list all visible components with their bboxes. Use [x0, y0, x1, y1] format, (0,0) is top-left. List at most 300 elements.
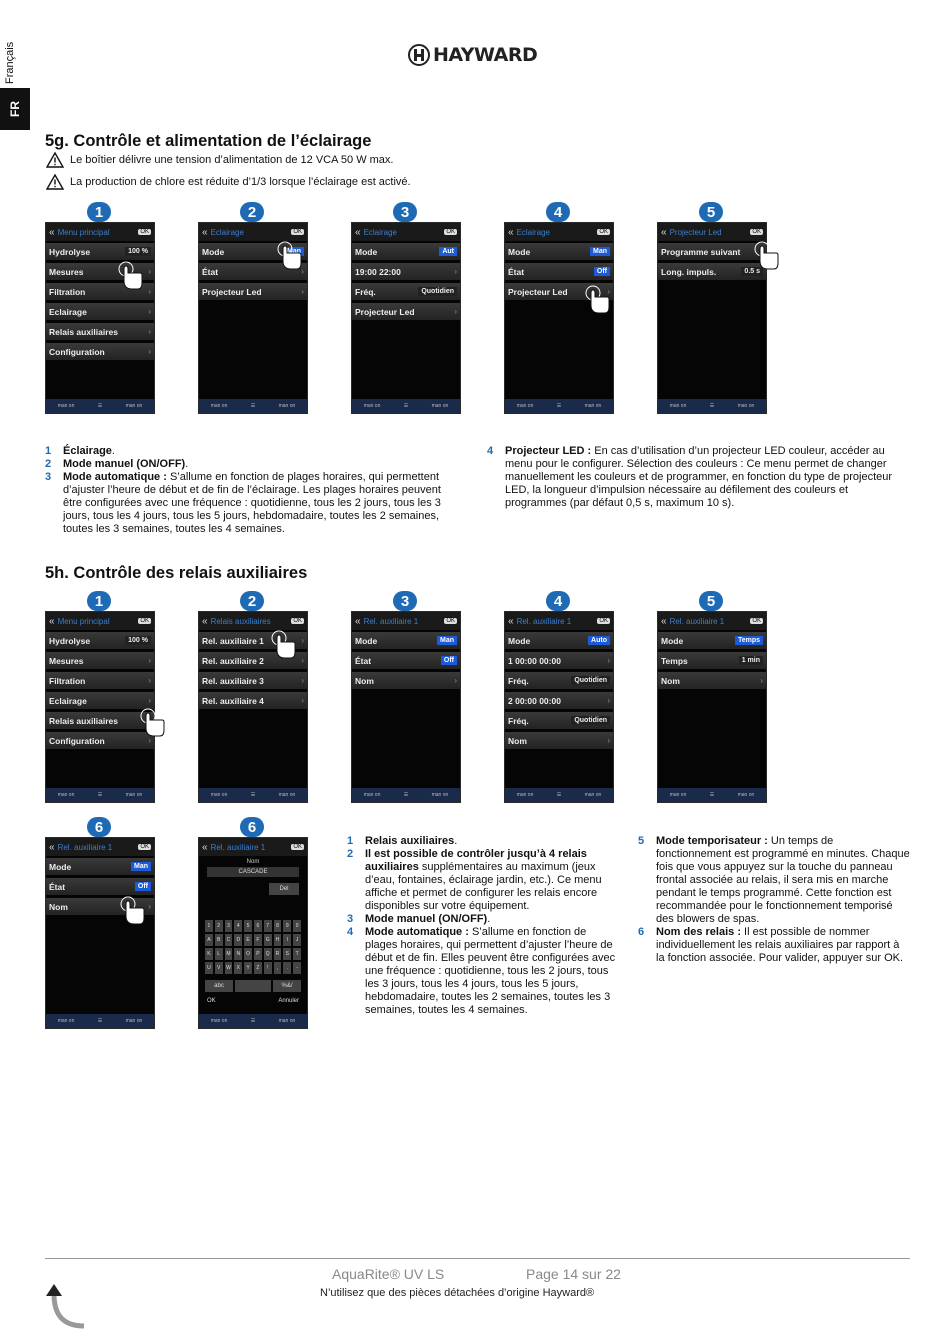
list-item — [347, 926, 619, 1017]
touch-hand-icon — [140, 708, 166, 738]
menu-row-value: Man — [284, 247, 304, 256]
touch-hand-icon — [120, 896, 146, 926]
chevron-right-icon: › — [607, 736, 610, 745]
list-item-number: 5 — [638, 835, 645, 847]
keyboard-key[interactable]: 4 — [234, 920, 242, 932]
list-item-description: S’allume en fonction de plages horaires, qui permettent d’ajuster l’heure de début et de fin de l’éclairage. Les plages horaires peuvent être configurées avec une fréquence : quotidienne, tous les 2 jours, tous les 3 jours, tous les 4 jours, tous les 5 jours, hebdomadaire, toutes les 2 semaines, toutes les 3 semaines, toutes les 4 semaines. — [63, 471, 441, 535]
step-badge: 1 — [87, 591, 111, 611]
menu-row-label: Hydrolyse — [49, 635, 91, 646]
list-item — [638, 835, 910, 926]
menu-row[interactable] — [505, 632, 613, 649]
keyboard-key[interactable]: A — [205, 934, 213, 946]
screen-footer-bar — [46, 788, 154, 802]
ok-button[interactable]: OK — [140, 618, 149, 624]
menu-list-icon[interactable]: ☰ — [403, 403, 409, 409]
step-badge: 6 — [87, 817, 111, 837]
keyboard-key[interactable]: H — [274, 934, 282, 946]
menu-row-label: Fréq. — [355, 286, 376, 297]
footer-toggle[interactable]: man on — [669, 403, 687, 409]
list-item — [45, 445, 455, 458]
menu-row[interactable] — [199, 672, 307, 689]
keyboard-key[interactable]: 1 — [205, 920, 213, 932]
back-icon[interactable]: « — [202, 841, 208, 853]
back-icon[interactable]: « — [49, 226, 55, 238]
step-badge: 3 — [393, 202, 417, 222]
chevron-right-icon: › — [301, 676, 304, 685]
menu-row-label: Fréq. — [508, 675, 529, 686]
footer-toggle[interactable]: man on — [57, 1018, 75, 1024]
footer-toggle[interactable]: man on — [584, 792, 602, 798]
back-icon[interactable]: « — [355, 615, 361, 627]
screen-footer-bar — [658, 399, 766, 413]
keyboard-field[interactable]: CASCADE — [207, 867, 299, 877]
list-item — [638, 926, 910, 965]
footer-toggle[interactable]: man on — [431, 403, 449, 409]
keyboard-key[interactable]: W — [225, 962, 233, 974]
menu-list-icon[interactable]: ☰ — [709, 403, 715, 409]
touch-hand-icon — [754, 241, 780, 271]
list-item-number: 2 — [45, 458, 52, 470]
screen-header — [46, 612, 154, 630]
footer-toggle[interactable]: man on — [125, 1018, 143, 1024]
keyboard-key[interactable]: C — [225, 934, 233, 946]
menu-row[interactable] — [46, 878, 154, 895]
list-item-number: 4 — [487, 445, 494, 457]
menu-row-label: Eclairage — [49, 695, 87, 706]
footer-toggle[interactable]: man on — [210, 1018, 228, 1024]
chevron-right-icon: › — [301, 636, 304, 645]
screen-header-title: Projecteur Led — [669, 227, 722, 237]
menu-row-value: 100 % — [125, 247, 151, 256]
menu-row[interactable] — [505, 692, 613, 709]
menu-row[interactable] — [46, 323, 154, 340]
footer-toggle[interactable]: man on — [363, 403, 381, 409]
chevron-right-icon: › — [148, 347, 151, 356]
brand-name: HAYWARD — [433, 44, 538, 66]
footer-toggle[interactable]: man on — [210, 403, 228, 409]
keyboard-key[interactable]: 7 — [264, 920, 272, 932]
footer-toggle[interactable]: man on — [278, 1018, 296, 1024]
screen-footer-bar — [199, 1014, 307, 1028]
screen-header — [46, 838, 154, 856]
device-screen — [657, 611, 767, 803]
menu-list-icon[interactable]: ☰ — [250, 403, 256, 409]
back-icon[interactable]: « — [49, 615, 55, 627]
list-item-description: Un temps de fonctionnement est programmé en minutes. Chaque fois que vous appuyez sur la touche du panneau frontal associée au relais, il sera mis en marche pendant le temps programmé. Cette fonction est recommandée pour le fonctionnement temporisé des blowers de spas. — [656, 835, 910, 925]
footer-toggle[interactable]: man on — [363, 792, 381, 798]
menu-row-label: Long. impuls. — [661, 266, 717, 277]
menu-row-value: Aut — [439, 247, 457, 256]
menu-row[interactable] — [658, 652, 766, 669]
menu-row-label: Configuration — [49, 346, 105, 357]
list-item-text — [365, 848, 619, 913]
menu-row-label: 2 00:00 00:00 — [508, 695, 561, 706]
footer-toggle[interactable]: man on — [737, 403, 755, 409]
keyboard-key[interactable]: P — [254, 948, 262, 960]
menu-row-value: Off — [594, 267, 610, 276]
keyboard-key[interactable]: O — [244, 948, 252, 960]
footer-toggle[interactable]: man on — [737, 792, 755, 798]
menu-row[interactable] — [46, 243, 154, 260]
touch-hand-icon — [277, 241, 303, 271]
device-screen — [504, 611, 614, 803]
keyboard-key[interactable]: J — [293, 934, 301, 946]
footer-toggle[interactable]: man on — [278, 792, 296, 798]
footer-toggle[interactable]: man on — [431, 792, 449, 798]
menu-row-label: Mode — [508, 246, 531, 257]
menu-list-icon[interactable]: ☰ — [709, 792, 715, 798]
list-item-description: . — [454, 835, 458, 847]
warning-icon — [46, 174, 64, 190]
ok-button[interactable]: OK — [752, 229, 761, 235]
chevron-right-icon: › — [148, 307, 151, 316]
menu-row-value: Quotidien — [571, 676, 610, 685]
screen-header-title: Relais auxiliaires — [210, 616, 271, 626]
ok-button[interactable]: OK — [293, 618, 302, 624]
section-title-5h: 5h. Contrôle des relais auxiliaires — [45, 564, 308, 582]
list-item-text — [656, 835, 910, 926]
menu-row[interactable] — [46, 858, 154, 875]
screen-header-title: Rel. auxiliaire 1 — [363, 616, 419, 626]
menu-row-label: Nom — [508, 735, 527, 746]
menu-row[interactable] — [505, 712, 613, 729]
menu-row[interactable] — [505, 263, 613, 280]
keyboard-key[interactable]: 8 — [274, 920, 282, 932]
menu-list-icon[interactable]: ☰ — [556, 403, 562, 409]
menu-row-label: Fréq. — [508, 715, 529, 726]
footer-toggle[interactable]: man on — [125, 792, 143, 798]
menu-row-label: État — [355, 655, 372, 666]
menu-row-label: Relais auxiliaires — [49, 715, 118, 726]
list-item-number: 3 — [347, 913, 354, 925]
list-item-number: 4 — [347, 926, 354, 938]
menu-row-label: Hydrolyse — [49, 246, 91, 257]
device-screen — [45, 837, 155, 1029]
menu-row[interactable] — [46, 712, 154, 729]
menu-row[interactable] — [46, 343, 154, 360]
step-badge: 4 — [546, 591, 570, 611]
menu-row[interactable] — [352, 632, 460, 649]
chevron-right-icon: › — [607, 696, 610, 705]
chevron-right-icon: › — [607, 287, 610, 296]
keyboard-key[interactable]: R — [274, 948, 282, 960]
list-item-heading: Mode manuel (ON/OFF) — [365, 913, 488, 925]
list-item-heading: Éclairage — [63, 445, 112, 457]
menu-row[interactable] — [658, 263, 766, 280]
keyboard-key[interactable]: D — [234, 934, 242, 946]
list-item-heading: Relais auxiliaires — [365, 835, 455, 847]
menu-row[interactable] — [46, 632, 154, 649]
keyboard-key[interactable]: F — [254, 934, 262, 946]
menu-list-icon[interactable]: ☰ — [97, 792, 103, 798]
keyboard-key[interactable]: X — [234, 962, 242, 974]
keyboard-cancel-button[interactable]: Annuler — [278, 998, 299, 1004]
menu-row[interactable] — [658, 632, 766, 649]
section-5h-list-col1 — [347, 835, 619, 1017]
keyboard-symbol-key[interactable]: %&/ — [273, 980, 301, 992]
menu-row[interactable] — [352, 652, 460, 669]
footer-page-number: Page 14 sur 22 — [526, 1266, 621, 1282]
list-item-description: S’allume en fonction de plages horaires, qui permettent d’ajuster l’heure de début et de fin. Elles peuvent être configurées avec une fréquence : quotidienne, tous les 2 jours, tous les 3 jours, tous les 4 jours, tous les 5 jours, hebdomadaire, toutes les 2 semaines, toutes les 3 semaines, toutes les 4 semaines. — [365, 926, 616, 1016]
menu-list-icon[interactable]: ☰ — [250, 1018, 256, 1024]
keyboard-key[interactable]: U — [205, 962, 213, 974]
chevron-right-icon: › — [301, 656, 304, 665]
chevron-right-icon: › — [454, 267, 457, 276]
menu-row-label: État — [202, 266, 219, 277]
keyboard-key[interactable]: Y — [244, 962, 252, 974]
list-item — [347, 848, 619, 913]
keyboard-key[interactable]: I — [283, 934, 291, 946]
step-badge: 2 — [240, 591, 264, 611]
keyboard-key[interactable]: 5 — [244, 920, 252, 932]
menu-row-label: Nom — [661, 675, 680, 686]
chevron-right-icon: › — [148, 736, 151, 745]
keyboard-ok-button[interactable]: OK — [207, 998, 216, 1004]
list-item-text — [365, 926, 619, 1017]
screen-footer-bar — [505, 788, 613, 802]
menu-row-value: 100 % — [125, 636, 151, 645]
keyboard-key[interactable]: L — [215, 948, 223, 960]
menu-row[interactable] — [199, 283, 307, 300]
keyboard-key[interactable]: 3 — [225, 920, 233, 932]
menu-row-label: 1 00:00 00:00 — [508, 655, 561, 666]
menu-row-label: Filtration — [49, 286, 86, 297]
screen-header — [46, 223, 154, 241]
list-item-text — [505, 445, 912, 510]
menu-list-icon[interactable]: ☰ — [556, 792, 562, 798]
menu-list-icon[interactable]: ☰ — [97, 403, 103, 409]
footer-toggle[interactable]: man on — [57, 403, 75, 409]
keyboard-key[interactable]: M — [225, 948, 233, 960]
step-badge: 6 — [240, 817, 264, 837]
ok-button[interactable]: OK — [599, 618, 608, 624]
menu-row-label: Rel. auxiliaire 4 — [202, 695, 264, 706]
keyboard-abc-key[interactable]: abc — [205, 980, 233, 992]
keyboard-key[interactable]: K — [205, 948, 213, 960]
ok-button[interactable]: OK — [293, 844, 302, 850]
menu-row[interactable] — [505, 243, 613, 260]
chevron-right-icon: › — [148, 676, 151, 685]
chevron-right-icon: › — [607, 656, 610, 665]
back-arrow-icon — [44, 1280, 90, 1330]
hayward-logo — [408, 42, 537, 68]
keyboard-key[interactable]: . — [283, 962, 291, 974]
footer-toggle[interactable]: man on — [125, 403, 143, 409]
menu-row-label: État — [508, 266, 525, 277]
warning-icon — [46, 152, 64, 168]
keyboard-del-key[interactable]: Del — [269, 883, 299, 895]
chevron-right-icon: › — [454, 307, 457, 316]
back-icon[interactable]: « — [202, 226, 208, 238]
footer-toggle[interactable]: man on — [584, 403, 602, 409]
section-5g-list-left — [45, 445, 455, 536]
back-icon[interactable]: « — [202, 615, 208, 627]
footer-toggle[interactable]: man on — [57, 792, 75, 798]
keyboard-key[interactable]: 9 — [283, 920, 291, 932]
menu-row[interactable] — [505, 652, 613, 669]
device-screen — [351, 611, 461, 803]
menu-row-label: Temps — [661, 655, 688, 666]
ok-button[interactable]: OK — [293, 229, 302, 235]
ok-button[interactable]: OK — [599, 229, 608, 235]
menu-row[interactable] — [46, 303, 154, 320]
menu-row-value: Temps — [735, 636, 763, 645]
chevron-right-icon: › — [148, 696, 151, 705]
step-badge: 5 — [699, 202, 723, 222]
menu-list-icon[interactable]: ☰ — [403, 792, 409, 798]
menu-row[interactable] — [46, 652, 154, 669]
menu-row[interactable] — [46, 692, 154, 709]
back-icon[interactable]: « — [49, 841, 55, 853]
menu-row[interactable] — [352, 263, 460, 280]
ok-button[interactable]: OK — [446, 229, 455, 235]
menu-row-label: Projecteur Led — [355, 306, 415, 317]
hayward-logo-icon — [408, 44, 430, 66]
screen-footer-bar — [199, 399, 307, 413]
keyboard-key[interactable]: - — [293, 962, 301, 974]
list-item-text — [365, 913, 490, 926]
screen-header-title: Rel. auxiliaire 1 — [57, 842, 113, 852]
footer-toggle[interactable]: man on — [278, 403, 296, 409]
back-icon[interactable]: « — [508, 615, 514, 627]
keyboard-key[interactable]: Q — [264, 948, 272, 960]
back-icon[interactable]: « — [661, 226, 667, 238]
menu-row[interactable] — [46, 732, 154, 749]
menu-row[interactable] — [352, 283, 460, 300]
back-icon[interactable]: « — [355, 226, 361, 238]
list-item-heading: Mode automatique : — [365, 926, 469, 938]
menu-row[interactable] — [352, 672, 460, 689]
list-item-heading: Mode temporisateur : — [656, 835, 768, 847]
keyboard-key[interactable]: S — [283, 948, 291, 960]
ok-button[interactable]: OK — [140, 229, 149, 235]
footer-model: AquaRite® UV LS — [332, 1266, 445, 1282]
screen-header-title: Rel. auxiliaire 1 — [210, 842, 266, 852]
chevron-right-icon: › — [148, 267, 151, 276]
list-item-description: . — [487, 913, 491, 925]
menu-row[interactable] — [658, 243, 766, 260]
footer-toggle[interactable]: man on — [516, 403, 534, 409]
touch-hand-icon — [585, 285, 611, 315]
screen-footer-bar — [46, 1014, 154, 1028]
ok-button[interactable]: OK — [446, 618, 455, 624]
screen-header-title: Menu principal — [57, 227, 110, 237]
menu-row-value: Quotidien — [571, 716, 610, 725]
keyboard-key[interactable]: T — [293, 948, 301, 960]
touch-hand-icon — [118, 261, 144, 291]
screen-header — [199, 223, 307, 241]
keyboard-key[interactable]: , — [274, 962, 282, 974]
back-icon[interactable]: « — [508, 226, 514, 238]
keyboard-key[interactable]: 0 — [293, 920, 301, 932]
keyboard-key[interactable]: G — [264, 934, 272, 946]
keyboard-key[interactable]: B — [215, 934, 223, 946]
screen-header — [658, 612, 766, 630]
menu-row-label: Nom — [49, 901, 68, 912]
footer-note: N’utilisez que des pièces détachées d’origine Hayward® — [320, 1287, 595, 1299]
language-tab: FR — [0, 88, 30, 130]
menu-row-label: Mode — [355, 635, 378, 646]
keyboard-key[interactable]: N — [234, 948, 242, 960]
keyboard-key[interactable]: ! — [264, 962, 272, 974]
list-item-heading: Il est possible de contrôler jusqu’à 4 relais auxiliaires — [365, 848, 587, 873]
screen-header — [505, 223, 613, 241]
screen-header-title: Rel. auxiliaire 1 — [516, 616, 572, 626]
footer-toggle[interactable]: man on — [210, 792, 228, 798]
menu-row[interactable] — [658, 672, 766, 689]
chevron-right-icon: › — [454, 676, 457, 685]
footer-toggle[interactable]: man on — [516, 792, 534, 798]
menu-row-value: 0.5 s — [741, 267, 763, 276]
screen-header-title: Eclairage — [210, 227, 244, 237]
footer-toggle[interactable]: man on — [669, 792, 687, 798]
list-item-number: 1 — [45, 445, 52, 457]
menu-row[interactable] — [352, 303, 460, 320]
menu-row-label: Mesures — [49, 266, 84, 277]
keyboard-key[interactable]: E — [244, 934, 252, 946]
menu-row-value: Man — [590, 247, 610, 256]
menu-row-value: Off — [441, 656, 457, 665]
menu-row-value: 1 min — [739, 656, 763, 665]
step-badge: 2 — [240, 202, 264, 222]
ok-button[interactable]: OK — [140, 844, 149, 850]
menu-row-label: Mode — [355, 246, 378, 257]
menu-row-value: Quotidien — [418, 287, 457, 296]
menu-row-label: Relais auxiliaires — [49, 326, 118, 337]
list-item-heading: Mode manuel (ON/OFF) — [63, 458, 186, 470]
menu-row[interactable] — [352, 243, 460, 260]
screen-header-title: Eclairage — [516, 227, 550, 237]
list-item — [347, 835, 619, 848]
list-item-text — [656, 926, 910, 965]
keyboard-space-key[interactable] — [235, 980, 271, 992]
chevron-right-icon: › — [760, 676, 763, 685]
chevron-right-icon: › — [301, 287, 304, 296]
list-item-heading: Nom des relais : — [656, 926, 741, 938]
keyboard-key[interactable]: 6 — [254, 920, 262, 932]
back-icon[interactable]: « — [661, 615, 667, 627]
list-item-description: supplémentaires au maximum (jeux d’eau, fontaines, éclairage jardin, etc.). Ce menu affiche et permet de configurer les relais encore disponibles sur votre équipement. — [365, 861, 602, 912]
screen-header — [352, 223, 460, 241]
menu-row-label: Mode — [508, 635, 531, 646]
menu-list-icon[interactable]: ☰ — [250, 792, 256, 798]
device-screen — [198, 222, 308, 414]
device-screen — [504, 222, 614, 414]
screen-footer-bar — [505, 399, 613, 413]
menu-row-value: Auto — [588, 636, 610, 645]
list-item-text — [365, 835, 457, 848]
device-screen — [45, 222, 155, 414]
menu-row-label: Mode — [661, 635, 684, 646]
menu-row[interactable] — [46, 672, 154, 689]
keyboard-key[interactable]: 2 — [215, 920, 223, 932]
menu-row-label: Eclairage — [49, 306, 87, 317]
keyboard-keys — [205, 920, 301, 974]
menu-row-label: Rel. auxiliaire 2 — [202, 655, 264, 666]
menu-row[interactable] — [505, 732, 613, 749]
menu-list-icon[interactable]: ☰ — [97, 1018, 103, 1024]
ok-button[interactable]: OK — [752, 618, 761, 624]
list-item — [347, 913, 619, 926]
menu-row-value: Man — [437, 636, 457, 645]
keyboard-key[interactable]: V — [215, 962, 223, 974]
menu-row[interactable] — [505, 672, 613, 689]
menu-row-label: Rel. auxiliaire 1 — [202, 635, 264, 646]
keyboard-key[interactable]: Z — [254, 962, 262, 974]
menu-row[interactable] — [199, 692, 307, 709]
screen-header — [352, 612, 460, 630]
list-item-text — [63, 445, 115, 458]
